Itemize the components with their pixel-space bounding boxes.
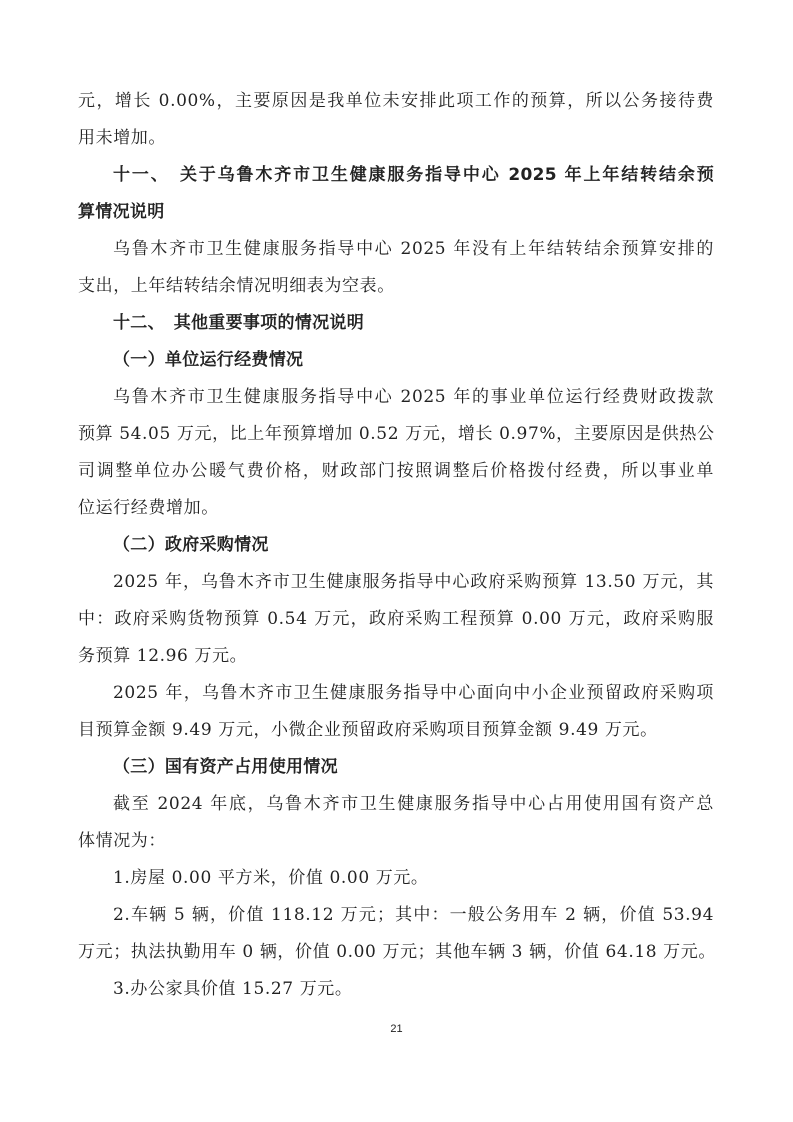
body-text-line: 乌鲁木齐市卫生健康服务指导中心 2025 年没有上年结转结余预算安排的 bbox=[113, 239, 714, 259]
body-text-line: 体情况为： bbox=[78, 831, 166, 851]
body-text-line: 元，增长 0.00%，主要原因是我单位未安排此项工作的预算，所以公务接待费 bbox=[78, 91, 714, 111]
body-text-line: 务预算 12.96 万元。 bbox=[78, 646, 248, 666]
subsection-heading-1: （一）单位运行经费情况 bbox=[113, 350, 304, 370]
body-text-line: 中：政府采购货物预算 0.54 万元，政府采购工程预算 0.00 万元，政府采购服 bbox=[78, 609, 714, 629]
section-heading-11: 十一、 关于乌鲁木齐市卫生健康服务指导中心 2025 年上年结转结余预 bbox=[113, 165, 714, 185]
body-text-line: 乌鲁木齐市卫生健康服务指导中心 2025 年的事业单位运行经费财政拨款 bbox=[113, 387, 714, 407]
body-text-line: 截至 2024 年底，乌鲁木齐市卫生健康服务指导中心占用使用国有资产总 bbox=[113, 794, 714, 814]
list-item-2: 2.车辆 5 辆，价值 118.12 万元；其中：一般公务用车 2 辆，价值 53.94 bbox=[113, 905, 714, 925]
section-heading-11-continued: 算情况说明 bbox=[78, 202, 165, 222]
page-number: 21 bbox=[390, 1023, 403, 1035]
body-text-line: 2025 年，乌鲁木齐市卫生健康服务指导中心政府采购预算 13.50 万元，其 bbox=[113, 572, 714, 592]
body-text-line: 2025 年，乌鲁木齐市卫生健康服务指导中心面向中小企业预留政府采购项 bbox=[113, 683, 714, 703]
list-item-3: 3.办公家具价值 15.27 万元。 bbox=[113, 979, 353, 999]
subsection-heading-2: （二）政府采购情况 bbox=[113, 535, 269, 555]
list-item-1: 1.房屋 0.00 平方米，价值 0.00 万元。 bbox=[113, 868, 429, 888]
subsection-heading-3: （三）国有资产占用使用情况 bbox=[113, 757, 338, 777]
section-heading-12: 十二、 其他重要事项的情况说明 bbox=[113, 313, 364, 333]
body-text-line: 用未增加。 bbox=[78, 128, 166, 148]
body-text-line: 司调整单位办公暖气费价格，财政部门按照调整后价格拨付经费，所以事业单 bbox=[78, 461, 714, 481]
body-text-line: 支出，上年结转结余情况明细表为空表。 bbox=[78, 276, 395, 296]
body-text-line: 预算 54.05 万元，比上年预算增加 0.52 万元，增长 0.97%，主要原因是供热公 bbox=[78, 424, 715, 444]
body-text-line: 目预算金额 9.49 万元，小微企业预留政府采购项目预算金额 9.49 万元。 bbox=[78, 720, 658, 740]
list-item-2-continued: 万元；执法执勤用车 0 辆，价值 0.00 万元；其他车辆 3 辆，价值 64.18 万元。 bbox=[78, 942, 716, 962]
body-text-line: 位运行经费增加。 bbox=[78, 498, 219, 518]
